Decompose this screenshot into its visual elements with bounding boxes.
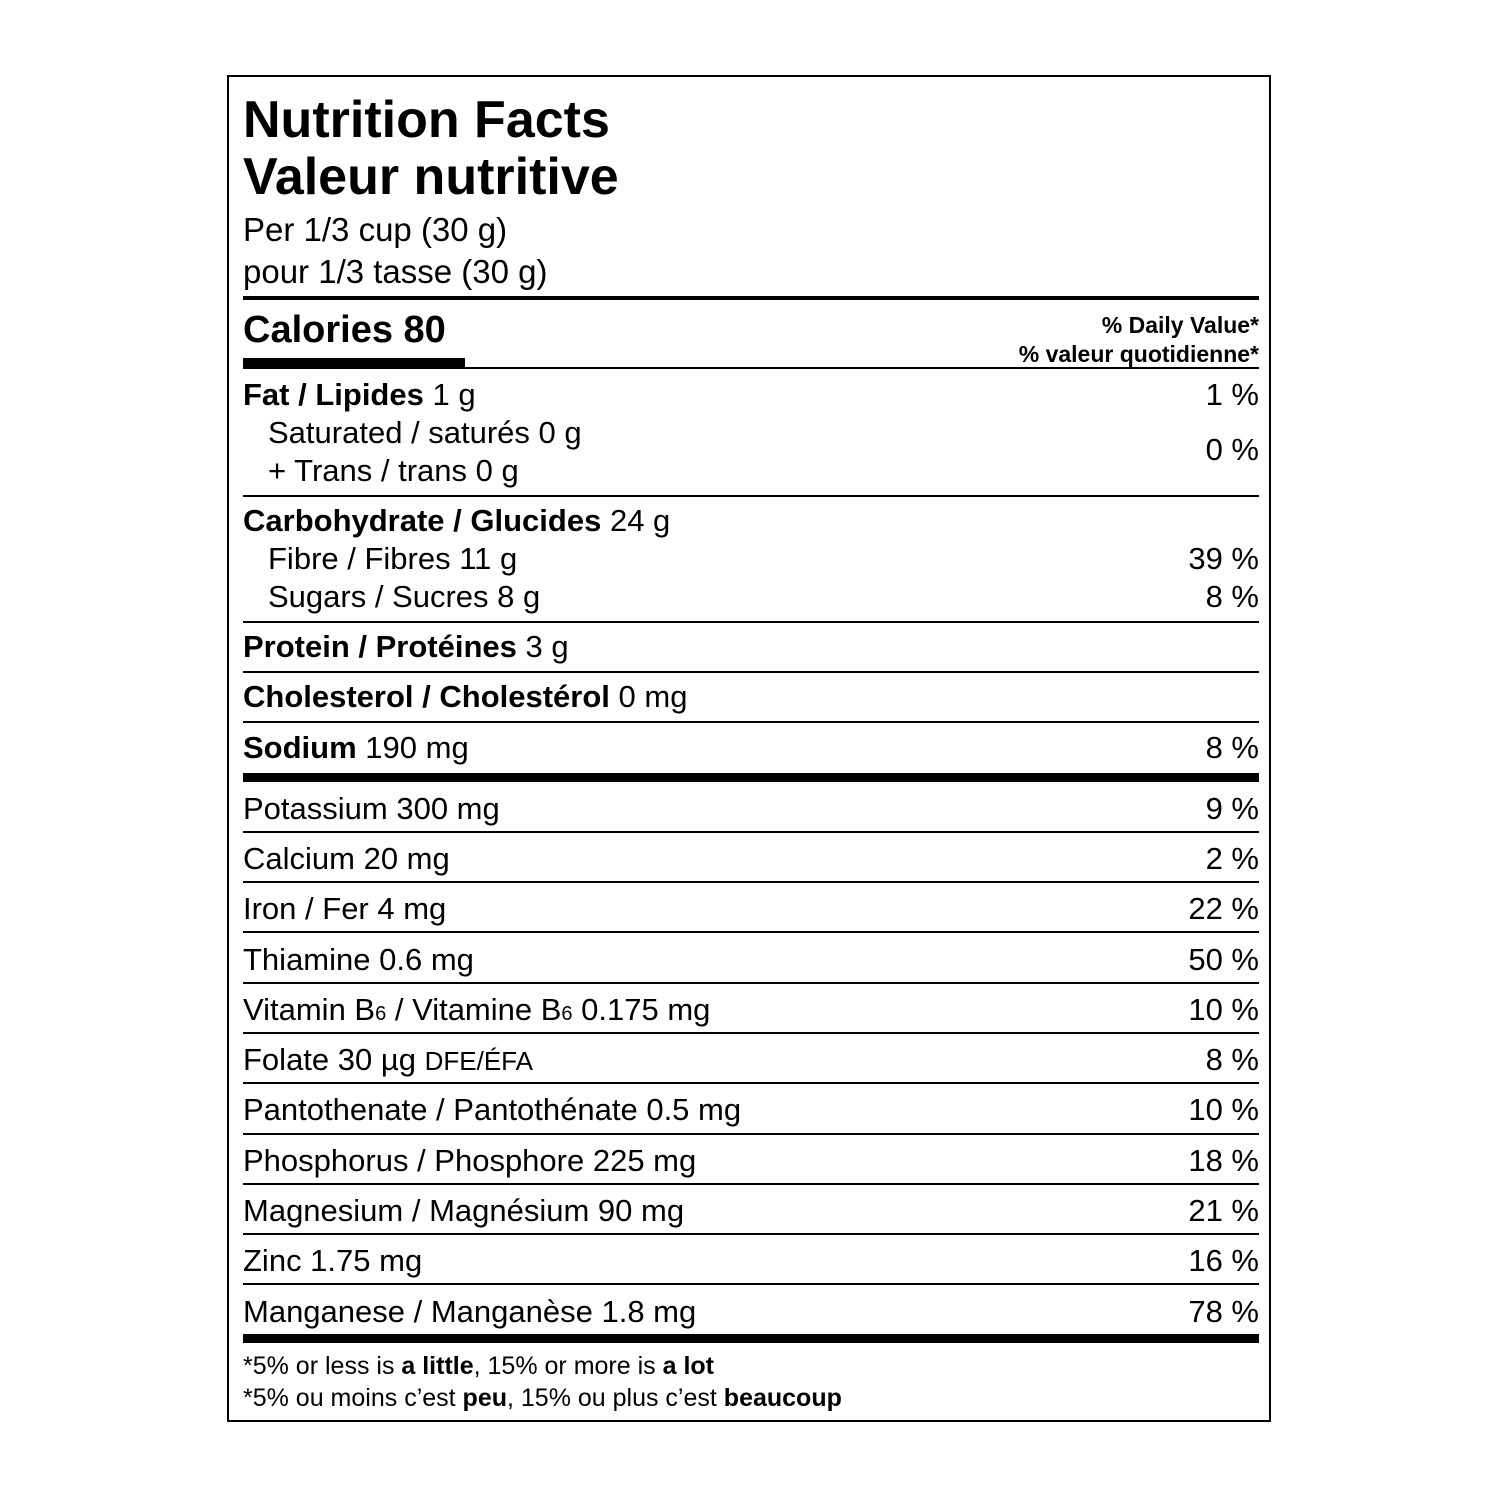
folate-line xyxy=(243,1044,533,1075)
phosphorus-line: Phosphorus / Phosphore 225 mg xyxy=(243,1143,697,1178)
protein-label: Protein / Protéines xyxy=(243,629,517,664)
zinc-divider xyxy=(243,1283,1259,1285)
folate-divider xyxy=(243,1082,1259,1084)
fat-line xyxy=(243,379,476,410)
phosphorus-divider xyxy=(243,1183,1259,1185)
calcium-divider xyxy=(243,881,1259,883)
phosphorus-percent: 18 % xyxy=(1188,1143,1259,1178)
pantothenate-divider xyxy=(243,1133,1259,1135)
calcium-percent: 2 % xyxy=(1205,841,1259,876)
sodium-label: Sodium xyxy=(243,730,357,765)
magnesium-divider xyxy=(243,1233,1259,1235)
folate-percent: 8 % xyxy=(1205,1042,1259,1077)
potassium-percent: 9 % xyxy=(1205,791,1259,826)
protein-line xyxy=(243,631,569,662)
cholesterol-line xyxy=(243,681,687,712)
thiamine-percent: 50 % xyxy=(1188,942,1259,977)
vitamin-b6-percent: 10 % xyxy=(1188,992,1259,1027)
vitamin-b6-line xyxy=(243,994,710,1025)
cholesterol-label: Cholesterol / Cholestérol xyxy=(243,679,610,714)
calories-line xyxy=(243,311,446,349)
sodium-percent: 8 % xyxy=(1205,730,1259,765)
trans-line: + Trans / trans 0 g xyxy=(268,453,519,488)
sodium-line xyxy=(243,732,469,763)
calories-underline xyxy=(243,358,465,367)
magnesium-line: Magnesium / Magnésium 90 mg xyxy=(243,1193,685,1228)
sugars-percent: 8 % xyxy=(1205,579,1259,614)
iron-divider xyxy=(243,931,1259,933)
zinc-percent: 16 % xyxy=(1188,1243,1259,1278)
zinc-line: Zinc 1.75 mg xyxy=(243,1243,423,1278)
thiamine-line: Thiamine 0.6 mg xyxy=(243,942,474,977)
fat-amount: 1 g xyxy=(432,377,476,412)
pantothenate-percent: 10 % xyxy=(1188,1092,1259,1127)
thiamine-divider xyxy=(243,982,1259,984)
footnote-en-b: a little xyxy=(401,1352,474,1380)
calories-divider xyxy=(243,367,1259,369)
footnote-fr-a: *5% ou moins c’est xyxy=(243,1384,463,1412)
manganese-line: Manganese / Manganèse 1.8 mg xyxy=(243,1294,697,1329)
serving-size-french: pour 1/3 tasse (30 g) xyxy=(243,253,548,290)
saturated-line: Saturated / saturés 0 g xyxy=(268,415,582,450)
footnote-english xyxy=(243,1354,714,1379)
fat-percent: 1 % xyxy=(1205,377,1259,412)
vitamin-b6-part2: / Vitamine B xyxy=(386,992,562,1027)
serving-divider xyxy=(243,296,1259,300)
iron-line: Iron / Fer 4 mg xyxy=(243,891,447,926)
calories-value: 80 xyxy=(403,309,446,351)
vitamin-b6-subscript1: 6 xyxy=(375,1003,387,1025)
title-english: Nutrition Facts xyxy=(243,91,610,149)
cholesterol-amount: 0 mg xyxy=(618,679,688,714)
sugars-line: Sugars / Sucres 8 g xyxy=(268,579,541,614)
vitamin-b6-part3: 0.175 mg xyxy=(572,992,711,1027)
fat-label: Fat / Lipides xyxy=(243,377,424,412)
cholesterol-divider xyxy=(243,721,1259,723)
nutrition-facts-table xyxy=(227,75,1271,1422)
folate-label: Folate 30 µg xyxy=(243,1042,416,1077)
serving-size-english: Per 1/3 cup (30 g) xyxy=(243,211,508,248)
daily-value-french: % valeur quotidienne* xyxy=(1018,341,1259,367)
footnote-fr-d: beaucoup xyxy=(723,1384,842,1412)
potassium-line: Potassium 300 mg xyxy=(243,791,500,826)
magnesium-percent: 21 % xyxy=(1188,1193,1259,1228)
calcium-line: Calcium 20 mg xyxy=(243,841,450,876)
title-french: Valeur nutritive xyxy=(243,148,619,206)
vitamin-b6-part1: Vitamin B xyxy=(243,992,376,1027)
calories-label: Calories xyxy=(243,309,393,351)
vitamin-b6-subscript2: 6 xyxy=(561,1003,573,1025)
footnote-fr-b: peu xyxy=(462,1384,507,1412)
carbohydrate-amount: 24 g xyxy=(609,503,671,538)
footnote-en-d: a lot xyxy=(662,1352,714,1380)
folate-unit: DFE/ÉFA xyxy=(424,1046,533,1076)
sodium-amount: 190 mg xyxy=(365,730,469,765)
footnote-en-a: *5% or less is xyxy=(243,1352,402,1380)
footnote-en-c: , 15% or more is xyxy=(473,1352,663,1380)
protein-divider xyxy=(243,671,1259,673)
manganese-percent: 78 % xyxy=(1188,1294,1259,1329)
pantothenate-line: Pantothenate / Pantothénate 0.5 mg xyxy=(243,1092,742,1127)
footnote-french xyxy=(243,1386,842,1411)
vitamin-b6-divider xyxy=(243,1032,1259,1034)
footnote-fr-c: , 15% ou plus c’est xyxy=(507,1384,724,1412)
carbohydrate-line xyxy=(243,505,670,536)
protein-amount: 3 g xyxy=(525,629,569,664)
fat-divider xyxy=(243,495,1259,497)
carbohydrate-divider xyxy=(243,621,1259,623)
potassium-divider xyxy=(243,831,1259,833)
fibre-line: Fibre / Fibres 11 g xyxy=(268,541,518,576)
saturated-trans-percent: 0 % xyxy=(1205,432,1259,467)
sodium-thick-divider xyxy=(243,773,1259,782)
carbohydrate-label: Carbohydrate / Glucides xyxy=(243,503,602,538)
daily-value-english: % Daily Value* xyxy=(1101,312,1259,338)
iron-percent: 22 % xyxy=(1188,891,1259,926)
fibre-percent: 39 % xyxy=(1188,541,1259,576)
bottom-thick-divider xyxy=(243,1334,1259,1343)
